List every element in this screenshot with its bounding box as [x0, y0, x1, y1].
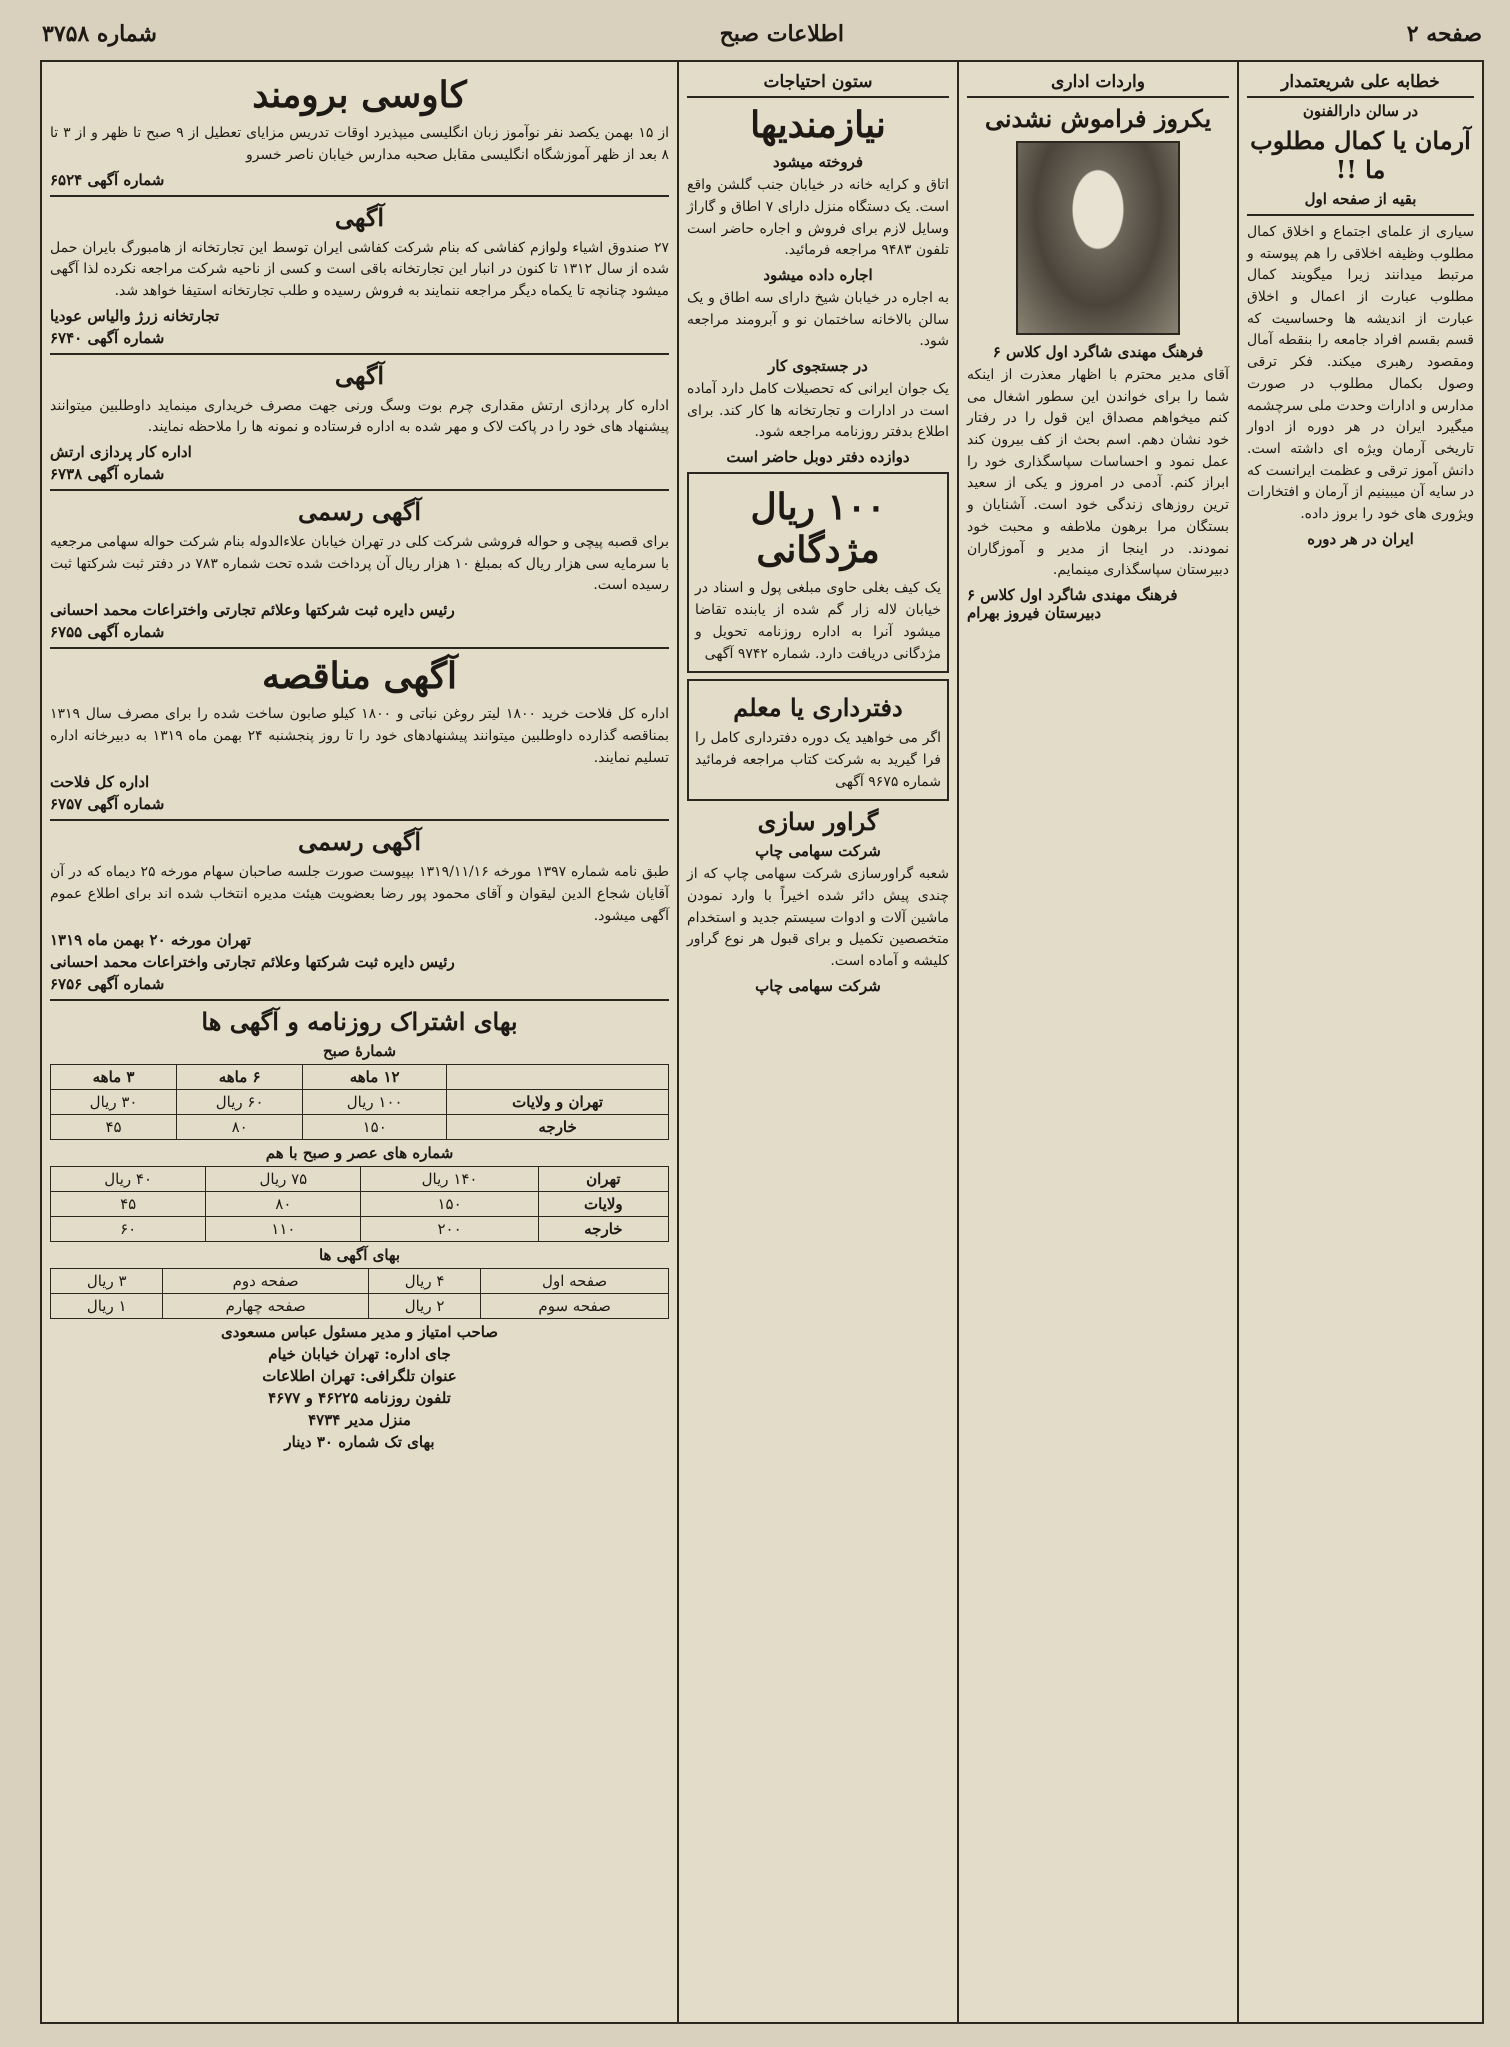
teacher-body: اگر می خواهید یک دوره دفترداری کامل را فرا گیرید به شرکت کتاب مراجعه فرمائید شماره ۹۶۷۵ آگهی [695, 730, 941, 790]
price-line: بهای تک شماره ۳۰ دینار [284, 1433, 435, 1452]
notice5-date: تهران مورخه ۲۰ بهمن ماه ۱۳۱۹ [50, 931, 252, 950]
classified-sub-job: در جستجوی کار [768, 357, 868, 375]
notice3-title: آگهی رسمی [297, 497, 422, 526]
notice1-body: ۲۷ صندوق اشیاء ولوازم کفاشی که بنام شرکت کفاشی ایران توسط این تجارتخانه از هامبورگ بایران حمل شده از سال ۱۳۱۲ تا کنون در انبار این تجارتخانه باقی است و کسی از ناحیه شرکت مراجعه نکرده لذا آگهی میشود چنانچه تا یکماه دیگر مراجعه ننمایند به فروش رسیده و طلب تجارتخانه استیفا خواهد شد. [50, 239, 669, 299]
tender-title: آگهی مناقصه [261, 655, 458, 698]
notice2-title: آگهی [334, 360, 385, 390]
article-venue: در سالن دارالفنون [1302, 102, 1419, 120]
reward-ad [687, 472, 949, 673]
ad-rates-table [50, 1268, 669, 1319]
sub-cell: ۶۰ [51, 1217, 206, 1242]
sub-header: ۳ ماهه [51, 1065, 177, 1090]
newspaper-page [40, 21, 1484, 2024]
ad-rate-cell: صفحه دوم [163, 1269, 369, 1294]
classified-sub-sale: فروخته میشود [772, 153, 864, 172]
letters-label: واردات اداری [967, 68, 1229, 98]
sub-cell: ۶۰ ریال [177, 1090, 303, 1115]
ad-rate-cell: ۳ ریال [51, 1269, 163, 1294]
teacher-ad [687, 679, 949, 801]
telegraph-line: عنوان تلگرافی: تهران اطلاعات [262, 1367, 457, 1386]
ad-rate-cell: صفحه سوم [481, 1294, 669, 1319]
school-ad-no: شماره آگهی ۶۵۲۴ [50, 170, 165, 189]
column-classifieds [677, 62, 957, 2022]
sub-cell: ۱۵۰ [303, 1115, 447, 1140]
classified-sub-ledger: دوازده دفتر دوبل حاضر است [726, 448, 910, 467]
sub-cell: خارجه [447, 1115, 669, 1140]
sub-cell: ۲۰۰ [361, 1217, 538, 1242]
subscription-evening: شماره های عصر و صبح با هم [265, 1144, 454, 1163]
column-letters [957, 62, 1237, 2022]
sub-cell: ۳۰ ریال [51, 1090, 177, 1115]
notice3-body: برای قصبه پیچی و حواله فروشی شرکت کلی در تهران خیابان علاءالدوله بنام شرکت حواله سهامی مرجعیه با سرمایه سی هزار ریال که بمبلغ ۱۰ هزار ریال آن پرداخت شده تحت شماره ۷۸۳ در دفتر ثبت شرکتها ثبت رسیده است. [50, 534, 669, 594]
column-article [1237, 62, 1482, 2022]
sub-cell: ۷۵ ریال [206, 1167, 361, 1192]
subscription-title: بهای اشتراک روزنامه و آگهی ها [201, 1007, 518, 1037]
sub-cell: ولایات [538, 1192, 668, 1217]
article-author: خطابه علی شریعتمدار [1247, 68, 1474, 98]
engrave-foot: شرکت سهامی چاپ [755, 976, 881, 995]
notice1-title: آگهی [334, 202, 385, 232]
sub-cell: ۸۰ [206, 1192, 361, 1217]
page-header [42, 14, 1482, 54]
issue-number: شماره ۳۷۵۸ [42, 21, 157, 47]
ad-rates-title: بهای آگهی ها [318, 1246, 401, 1265]
ad-rate-cell: ۲ ریال [368, 1294, 480, 1319]
notice3-no: شماره آگهی ۶۷۵۵ [50, 623, 165, 642]
article-title: آرمان یا کمال مطلوب ما !! [1250, 126, 1471, 184]
column-notices [42, 62, 677, 2022]
letters-title: یکروز فراموش نشدنی [984, 104, 1212, 133]
letters-body: آقای مدیر محترم با اظهار معذرت از اینکه شما را برای خواندن این سطور اشغال می کنم میخواهم مصداق این قول را در رفتار خود نشان دهم. اسم بحث از کف بیرون کند عمل نمود و احساسات سپاسگذاری خود را ابراز کنم. آدمی در امروز و یکی از سعید ترین روزهای زندگی خود است. آشنایان و بستگان مرا برهون ملاطفه و محبت خود نمودند. در اینجا از مدیر و آموزگاران دبیرستان سپاسگذاری مینمایم. [967, 367, 1229, 579]
notice1-no: شماره آگهی ۶۷۴۰ [50, 328, 165, 347]
sub-cell: ۱۱۰ [206, 1217, 361, 1242]
classified-body-sale: اتاق و کرایه خانه در خیابان جنب گلشن واقع است. یک دستگاه منزل دارای ۷ اطاق و گاراژ وسایل لازم برای فروش و اجاره حاضر است تلفون ۹۴۸۳ مراجعه فرمائید. [687, 177, 949, 259]
school-title: کاوسی برومند [252, 74, 467, 116]
article-subhead: ایران در هر دوره [1307, 529, 1414, 548]
ad-rate-cell: صفحه اول [481, 1269, 669, 1294]
notice5-sign: رئیس دایره ثبت شرکتها وعلائم تجارتی واختراعات محمد احسانی [50, 953, 455, 972]
engrave-title: گراور سازی [757, 807, 879, 837]
classifieds-label: ستون احتیاجات [687, 68, 949, 98]
student-photo [1016, 141, 1180, 335]
sub-cell: ۴۰ ریال [51, 1167, 206, 1192]
classified-sub-rent: اجاره داده میشود [763, 265, 873, 284]
subscription-table-evening [50, 1166, 669, 1242]
reward-body: یک کیف بغلی حاوی مبلغی پول و اسناد در خیابان لاله زار گم شده از یابنده تقاضا میشود آنرا به اداره روزنامه تحویل و مژدگانی دریافت دارد. شماره ۹۷۴۲ آگهی [695, 580, 941, 662]
photo-caption: فرهنگ مهندی شاگرد اول کلاس ۶ [992, 343, 1204, 361]
classified-body-job: یک جوان ایرانی که تحصیلات کامل دارد آماده است در ادارات و تجارتخانه ها کار کند. برای اطلاع بدفتر روزنامه مراجعه شود. [687, 381, 949, 441]
notice2-body: اداره کار پردازی ارتش مقداری چرم بوت وسگ ورنی جهت مصرف خریداری مینماید داوطلبین میتوانند پیشنهاد های خود را در پاکت لاک و مهر شده به اداره فرستاده و نمونه ها را ملاحظه نمایند. [50, 397, 669, 436]
letters-signature: فرهنگ مهندی شاگرد اول کلاس ۶ دبیرستان فیروز بهرام [967, 585, 1178, 622]
sub-cell: ۸۰ [177, 1115, 303, 1140]
classified-body-rent: به اجاره در خیابان شیخ دارای سه اطاق و یک سالن بالاخانه ساختمان نو و آبرومند مراجعه شود. [687, 289, 949, 350]
sub-cell: ۱۰۰ ریال [303, 1090, 447, 1115]
sub-header: ۶ ماهه [177, 1065, 303, 1090]
article-continued: بقیه از صفحه اول [1304, 190, 1417, 208]
sub-header: ۱۲ ماهه [303, 1065, 447, 1090]
engrave-sub: شرکت سهامی چاپ [755, 842, 881, 861]
phone-line: تلفون روزنامه ۴۶۲۲۵ و ۴۶۷۷ [268, 1389, 451, 1408]
subscription-morning: شمارهٔ صبح [322, 1042, 397, 1061]
notice2-sign: اداره کار پردازی ارتش [50, 443, 192, 461]
notice3-sign: رئیس دایره ثبت شرکتها وعلائم تجارتی واختراعات محمد احسانی [50, 601, 455, 620]
classifieds-title: نیازمندیها [750, 104, 886, 146]
notice5-title: آگهی رسمی [297, 827, 422, 857]
school-body: از ۱۵ بهمن یکصد نفر نوآموز زبان انگلیسی میپذیرد اوقات تدریس مزایای تعطیل از ۹ صبح تا ظهر و از ۳ تا ۸ بعد از ظهر آموزشگاه انگلیسی مقابل صحبه مدارس خیابان ناصر خسرو [50, 125, 669, 163]
ad-rate-cell: صفحه چهارم [163, 1294, 369, 1319]
tender-no: شماره آگهی ۶۷۵۷ [50, 795, 165, 814]
ad-rate-cell: ۱ ریال [51, 1294, 163, 1319]
teacher-title: دفترداری یا معلم [733, 693, 903, 723]
paper-name: اطلاعات صبح [719, 21, 845, 47]
sub-cell: خارجه [538, 1217, 668, 1242]
article-body: سیاری از علمای اجتماع و اخلاق کمال مطلوب وظیفه اخلاقی را هم پیوسته و مرتبط میدانند زیرا میگویند کمال مطلوب عبارت از اعمال و اخلاق عبارت از اندیشه ها وحساسیت که قسم بقسم افراد جامعه را بنقطه آمال ومقصود رهبری میکند. فکر ترقی وصول بکمال مطلوب در صورت مدارس و ادارات وحدت ملی سرچشمه میگیرد ایران در هر دوره از ادوار تاریخی آرمان ویژه ای داشته است. دانش آموز ترقی و عظمت ایرانست که در سایه آن میبینیم از آرمان و افتخارات ویژوری های خود را بروز داده. [1247, 224, 1474, 522]
tender-body: اداره کل فلاحت خرید ۱۸۰۰ لیتر روغن نباتی و ۱۸۰۰ کیلو صابون ساخت شده را برای مصرف سال ۱۳۱۹ بمناقصه گذارده داوطلبین میتوانند پیشنهادهای خود را تا روز پنجشنبه ۲۴ بهمن ماه ۱۳۱۹ به دبیرخانه اداره تسلیم نمایند. [50, 706, 670, 766]
sub-cell: تهران [538, 1167, 668, 1192]
address-line: جای اداره: تهران خیابان خیام [268, 1345, 451, 1364]
notice2-no: شماره آگهی ۶۷۳۸ [50, 465, 165, 483]
sub-cell: ۱۵۰ [361, 1192, 538, 1217]
owner-line: صاحب امتیاز و مدیر مسئول عباس مسعودی [220, 1323, 499, 1342]
ad-rate-cell: ۴ ریال [368, 1269, 480, 1294]
notice5-body: طبق نامه شماره ۱۳۹۷ مورخه ۱۳۱۹/۱۱/۱۶ بپیوست صورت جلسه صاحبان سهام مورخه ۲۵ دیماه که در آن آقایان شجاع الدین لیقوان و آقای محمود پور رضا بعضویت هیئت مدیره انتخاب شده اند برای اطلاع عموم آگهی میشود. [50, 864, 670, 924]
engrave-body: شعبه گراورسازی شرکت سهامی چاپ که از چندی پیش دائر شده اخیراً با وارد نمودن ماشین آلات و ادوات سیستم جدید و استخدام متخصصین تکمیل و برای قبول هر نوع گراور کلیشه و آماده است. [687, 866, 949, 969]
sub-cell: ۱۴۰ ریال [361, 1167, 538, 1192]
reward-title: ۱۰۰ ریال مژدگانی [750, 486, 886, 572]
notice5-no: شماره آگهی ۶۷۵۶ [50, 975, 165, 994]
manager-line: منزل مدیر ۴۷۳۴ [308, 1411, 411, 1430]
tender-sign: اداره کل فلاحت [50, 773, 150, 792]
page-number: صفحه ۲ [1406, 21, 1482, 47]
sub-cell: ۴۵ [51, 1192, 206, 1217]
sub-header [447, 1065, 669, 1090]
subscription-table [50, 1064, 669, 1140]
sub-cell: ۴۵ [51, 1115, 177, 1140]
notice1-sign: تجارتخانه زرژ والیاس عودیا [50, 306, 220, 325]
sub-cell: تهران و ولایات [447, 1090, 669, 1115]
